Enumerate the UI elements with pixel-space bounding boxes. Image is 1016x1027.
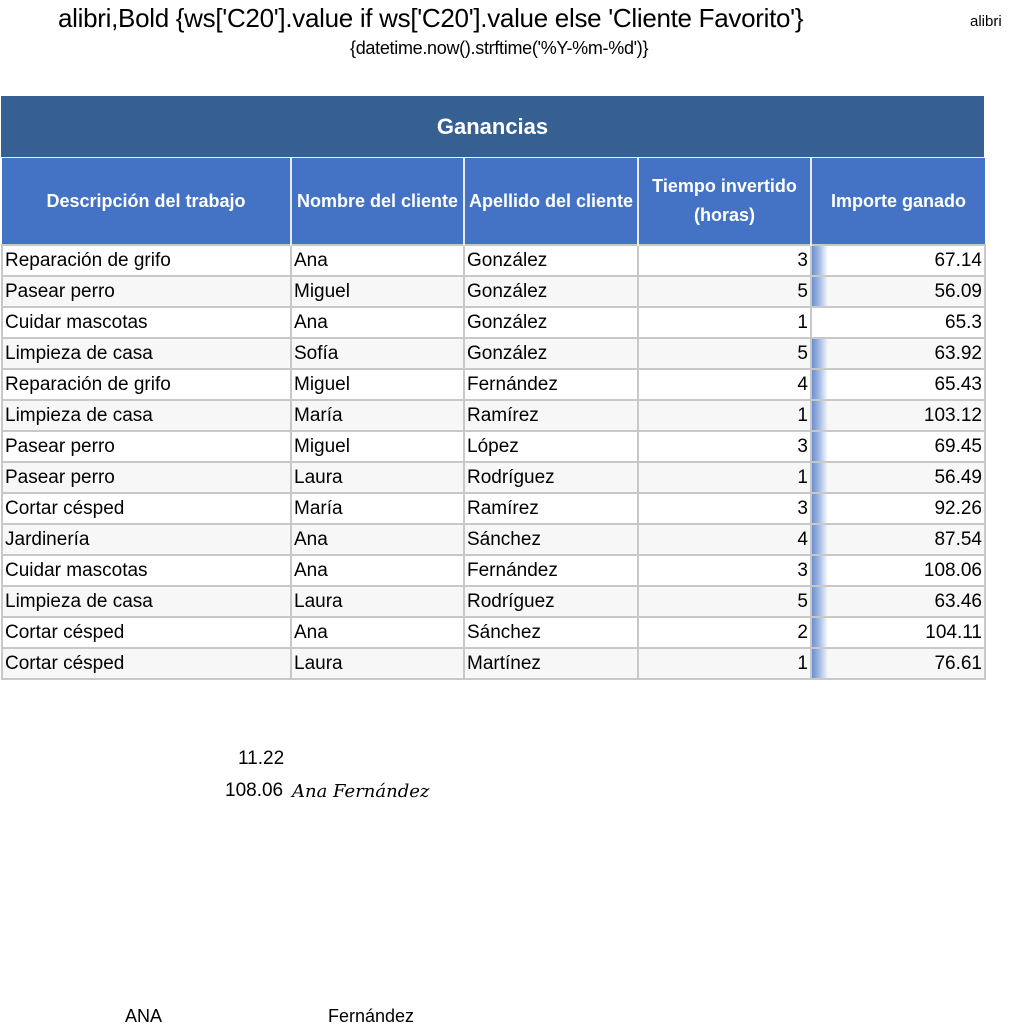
earnings-table [1, 158, 986, 680]
importe-value: 63.46 [934, 591, 982, 612]
data-bar [812, 401, 828, 430]
cell-nombre[interactable]: Ana [291, 307, 464, 338]
cell-nombre[interactable]: Laura [291, 648, 464, 679]
column-header-horas[interactable]: Tiempo invertido (horas) [638, 158, 811, 245]
data-bar [812, 463, 828, 492]
cell-importe[interactable] [811, 648, 985, 679]
cell-apellido[interactable]: González [464, 245, 638, 276]
data-bar [812, 618, 828, 647]
cell-nombre[interactable]: Miguel [291, 276, 464, 307]
importe-value: 108.06 [923, 560, 982, 581]
header-date-formula: {datetime.now().strftime('%Y-%m-%d')} [350, 38, 649, 58]
cell-nombre[interactable]: Miguel [291, 369, 464, 400]
cell-importe[interactable] [811, 586, 985, 617]
cell-horas[interactable]: 5 [638, 338, 811, 369]
data-bar [812, 370, 828, 399]
cell-importe[interactable] [811, 307, 985, 338]
cell-descripcion[interactable]: Cortar césped [2, 648, 291, 679]
cell-descripcion[interactable]: Cuidar mascotas [2, 555, 291, 586]
cell-nombre[interactable]: Laura [291, 462, 464, 493]
data-bar [812, 587, 828, 616]
cell-descripcion[interactable]: Cortar césped [2, 617, 291, 648]
cell-importe[interactable] [811, 431, 985, 462]
table-row [2, 617, 985, 648]
data-bar [812, 525, 828, 554]
cell-importe[interactable] [811, 555, 985, 586]
importe-value: 104.11 [925, 622, 982, 643]
cell-apellido[interactable]: López [464, 431, 638, 462]
cell-apellido[interactable]: González [464, 276, 638, 307]
cell-horas[interactable]: 1 [638, 400, 811, 431]
header-title-formula: alibri,Bold {ws['C20'].value if ws['C20'].value else 'Cliente Favorito'} [58, 3, 804, 33]
importe-value: 65.43 [934, 374, 982, 395]
cell-horas[interactable]: 3 [638, 555, 811, 586]
cell-importe[interactable] [811, 400, 985, 431]
cell-apellido[interactable]: Martínez [464, 648, 638, 679]
table-row [2, 400, 985, 431]
cell-nombre[interactable]: Ana [291, 245, 464, 276]
cell-apellido[interactable]: Ramírez [464, 493, 638, 524]
cell-importe[interactable] [811, 245, 985, 276]
cell-horas[interactable]: 3 [638, 245, 811, 276]
header-font-fragment: alibri [970, 13, 1002, 30]
table-row [2, 648, 985, 679]
data-bar [812, 494, 828, 523]
cell-horas[interactable]: 2 [638, 617, 811, 648]
cell-apellido[interactable]: Fernández [464, 369, 638, 400]
summary-first-name-upper[interactable]: ANA [125, 1006, 163, 1026]
column-header-apellido[interactable]: Apellido del cliente [464, 158, 638, 245]
summary-value-1[interactable]: 11.22 [238, 748, 285, 769]
table-row [2, 431, 985, 462]
table-header-row [2, 158, 985, 245]
cell-descripcion[interactable]: Pasear perro [2, 276, 291, 307]
importe-value: 67.14 [934, 250, 982, 271]
cell-apellido[interactable]: Fernández [464, 555, 638, 586]
table-row [2, 307, 985, 338]
cell-horas[interactable]: 4 [638, 369, 811, 400]
cell-descripcion[interactable]: Limpieza de casa [2, 400, 291, 431]
cell-horas[interactable]: 1 [638, 307, 811, 338]
table-row [2, 369, 985, 400]
cell-nombre[interactable]: Ana [291, 617, 464, 648]
importe-value: 76.61 [934, 653, 982, 674]
cell-descripcion[interactable]: Limpieza de casa [2, 586, 291, 617]
cell-nombre[interactable]: Ana [291, 555, 464, 586]
cell-descripcion[interactable]: Reparación de grifo [2, 369, 291, 400]
table-row [2, 245, 985, 276]
table-row [2, 462, 985, 493]
cell-apellido[interactable]: Rodríguez [464, 462, 638, 493]
earnings-table-container [1, 96, 984, 680]
importe-value: 63.92 [934, 343, 982, 364]
importe-value: 56.49 [934, 467, 982, 488]
importe-value: 87.54 [934, 529, 982, 550]
table-row [2, 276, 985, 307]
cell-descripcion[interactable]: Reparación de grifo [2, 245, 291, 276]
cell-importe[interactable] [811, 369, 985, 400]
data-bar [812, 432, 828, 461]
column-header-descripcion[interactable]: Descripción del trabajo [2, 158, 291, 245]
cell-importe[interactable] [811, 617, 985, 648]
cell-apellido[interactable]: Sánchez [464, 617, 638, 648]
data-bar [812, 556, 828, 585]
data-bar [812, 649, 828, 678]
importe-value: 69.45 [934, 436, 982, 457]
cell-apellido[interactable]: González [464, 307, 638, 338]
cell-descripcion[interactable]: Jardinería [2, 524, 291, 555]
cell-apellido[interactable]: Ramírez [464, 400, 638, 431]
cell-importe[interactable] [811, 338, 985, 369]
cell-nombre[interactable]: Miguel [291, 431, 464, 462]
cell-horas[interactable]: 3 [638, 431, 811, 462]
importe-value: 103.12 [923, 405, 982, 426]
table-row [2, 493, 985, 524]
table-row [2, 524, 985, 555]
importe-value: 65.3 [945, 312, 982, 333]
data-bar [812, 277, 828, 306]
cell-importe[interactable] [811, 524, 985, 555]
cell-nombre[interactable]: María [291, 400, 464, 431]
cell-nombre[interactable]: Ana [291, 524, 464, 555]
cell-horas[interactable]: 3 [638, 493, 811, 524]
column-header-importe[interactable]: Importe ganado [811, 158, 985, 245]
table-row [2, 555, 985, 586]
cell-apellido[interactable]: Sánchez [464, 524, 638, 555]
cell-importe[interactable] [811, 276, 985, 307]
cell-horas[interactable]: 5 [638, 276, 811, 307]
table-row [2, 338, 985, 369]
cell-apellido[interactable]: Rodríguez [464, 586, 638, 617]
cell-descripcion[interactable]: Cortar césped [2, 493, 291, 524]
cell-importe[interactable] [811, 493, 985, 524]
cell-nombre[interactable]: Sofía [291, 338, 464, 369]
cell-descripcion[interactable]: Limpieza de casa [2, 338, 291, 369]
importe-value: 56.09 [934, 281, 982, 302]
summary-top-client[interactable]: Ana Fernández [292, 781, 430, 802]
cell-descripcion[interactable]: Pasear perro [2, 462, 291, 493]
table-row [2, 586, 985, 617]
column-header-nombre[interactable]: Nombre del cliente [291, 158, 464, 245]
summary-last-name[interactable]: Fernández [328, 1006, 415, 1026]
table-title: Ganancias [1, 96, 984, 158]
data-bar [812, 246, 828, 275]
table-body [2, 245, 985, 679]
data-bar [812, 339, 828, 368]
cell-horas[interactable]: 1 [638, 648, 811, 679]
importe-value: 92.26 [934, 498, 982, 519]
cell-descripcion[interactable]: Pasear perro [2, 431, 291, 462]
cell-horas[interactable]: 1 [638, 462, 811, 493]
summary-value-max[interactable]: 108.06 [225, 780, 284, 801]
cell-descripcion[interactable]: Cuidar mascotas [2, 307, 291, 338]
cell-horas[interactable]: 5 [638, 586, 811, 617]
cell-apellido[interactable]: González [464, 338, 638, 369]
cell-importe[interactable] [811, 462, 985, 493]
cell-horas[interactable]: 4 [638, 524, 811, 555]
cell-nombre[interactable]: Laura [291, 586, 464, 617]
cell-nombre[interactable]: María [291, 493, 464, 524]
